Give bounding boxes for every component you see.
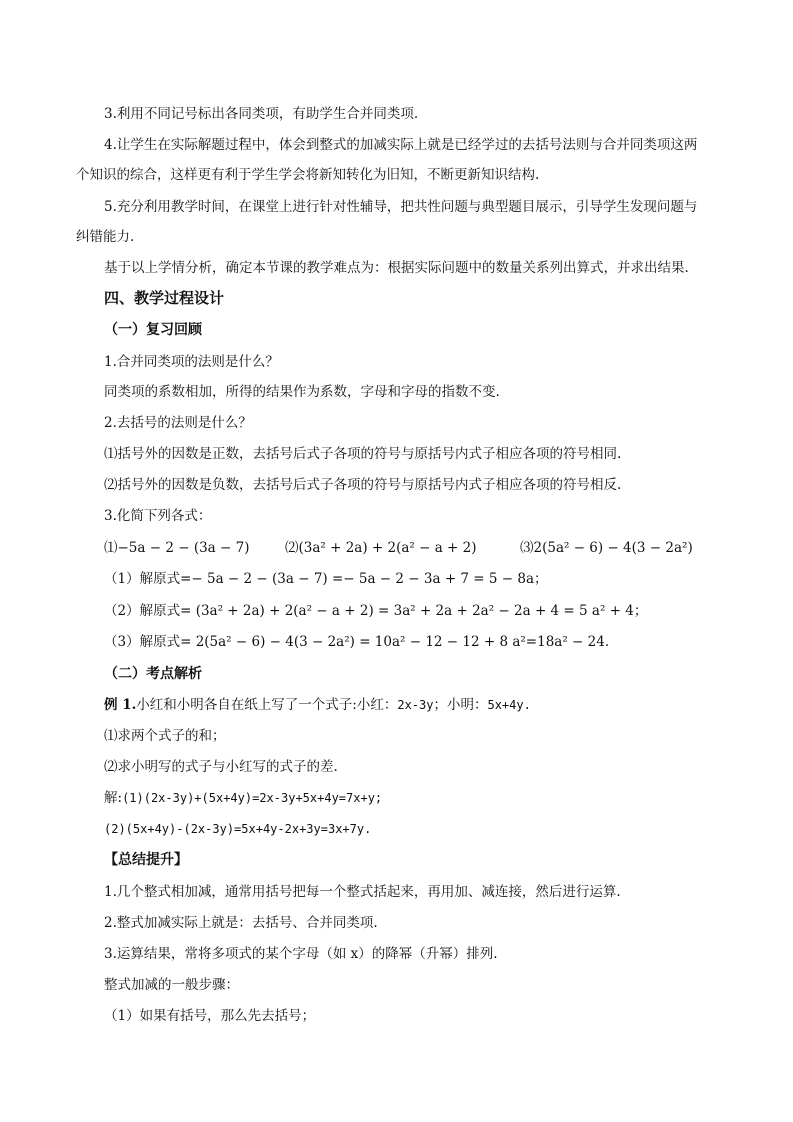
summary-point-3: 3.运算结果，常将多项式的某个字母（如 x）的降幂（升幂）排列. — [104, 946, 498, 962]
text-line-3: 个知识的综合，这样更有利于学生学会将新知转化为旧知，不断更新知识结构. — [76, 167, 540, 183]
text-line-2: 4.让学生在实际解题过程中，体会到整式的加减实际上就是已经学过的去括号法则与合并同类项这两 — [104, 137, 698, 153]
expr-2: ⑵(3a² + 2a) + 2(a² − a + 2) — [285, 540, 477, 556]
example-part-2: ⑵求小明写的式子与小红写的式子的差. — [104, 759, 338, 775]
review-a1: 同类项的系数相加，所得的结果作为系数，字母和字母的指数不变. — [104, 384, 500, 400]
example-label: 例 1. — [104, 697, 137, 713]
review-q1: 1.合并同类项的法则是什么？ — [104, 354, 279, 370]
summary-step-1: （1）如果有括号，那么先去括号； — [104, 1008, 316, 1024]
summary-title: 【总结提升】 — [104, 852, 188, 868]
review-q2: 2.去括号的法则是什么？ — [104, 415, 252, 431]
analysis-title: （二）考点解析 — [104, 666, 202, 682]
review-a2-1: ⑴括号外的因数是正数，去括号后式子各项的符号与原括号内式子相应各项的符号相同. — [104, 446, 622, 462]
expr-1: ⑴−5a − 2 − (3a − 7) — [104, 540, 250, 556]
text-line-6: 基于以上学情分析，确定本节课的教学难点为：根据实际问题中的数量关系列出算式，并求出结果. — [104, 260, 689, 276]
summary-point-2: 2.整式加减实际上就是：去括号、合并同类项. — [104, 915, 378, 931]
summary-steps-title: 整式加减的一般步骤： — [104, 977, 239, 993]
xiaohong-expr: 2x-3y — [397, 698, 434, 712]
xiaoming-label: ；小明： — [433, 697, 488, 713]
review-q3: 3.化简下列各式： — [104, 508, 212, 524]
solution-1: （1）解原式=− 5a − 2 − (3a − 7) =− 5a − 2 − 3a + 7 = 5 − 8a； — [104, 571, 548, 587]
review-a2-2: ⑵括号外的因数是负数，去括号后式子各项的符号与原括号内式子相应各项的符号相反. — [104, 477, 622, 493]
solution-2: （2）解原式= (3a² + 2a) + 2(a² − a + 2) = 3a² + 2a + 2a² − 2a + 4 = 5 a² + 4； — [104, 603, 648, 619]
example-part-1: ⑴求两个式子的和； — [104, 728, 226, 744]
xiaoming-expr: 5x+4y. — [487, 698, 531, 712]
summary-point-1: 1.几个整式相加减，通常用括号把每一个整式括起来，再用加、减连接，然后进行运算. — [104, 884, 621, 900]
text-line-5: 纠错能力. — [76, 229, 135, 245]
review-title: （一）复习回顾 — [104, 322, 202, 338]
example-solution-1-text: (1)(2x-3y)+(5x+4y)=2x-3y+5x+4y=7x+y; — [122, 791, 383, 805]
example-text: 小红和小明各自在纸上写了一个式子:小红： — [136, 697, 398, 713]
solution-label: 解: — [104, 790, 123, 806]
text-line-4: 5.充分利用教学时间，在课堂上进行针对性辅导，把共性问题与典型题目展示，引导学生发现问题与 — [104, 199, 698, 215]
example-solution-2: (2)(5x+4y)-(2x-3y)=5x+4y-2x+3y=3x+7y. — [104, 822, 372, 836]
example-1 — [104, 696, 531, 714]
text-line-1: 3.利用不同记号标出各同类项，有助学生合并同类项. — [104, 106, 419, 122]
example-solution-1 — [104, 789, 382, 807]
expr-3: ⑶2(5a² − 6) − 4(3 − 2a²) — [520, 540, 693, 556]
solution-3: （3）解原式= 2(5a² − 6) − 4(3 − 2a²) = 10a² − 12 − 12 + 8 a²=18a² − 24. — [104, 634, 610, 650]
section-title: 四、教学过程设计 — [104, 289, 225, 307]
